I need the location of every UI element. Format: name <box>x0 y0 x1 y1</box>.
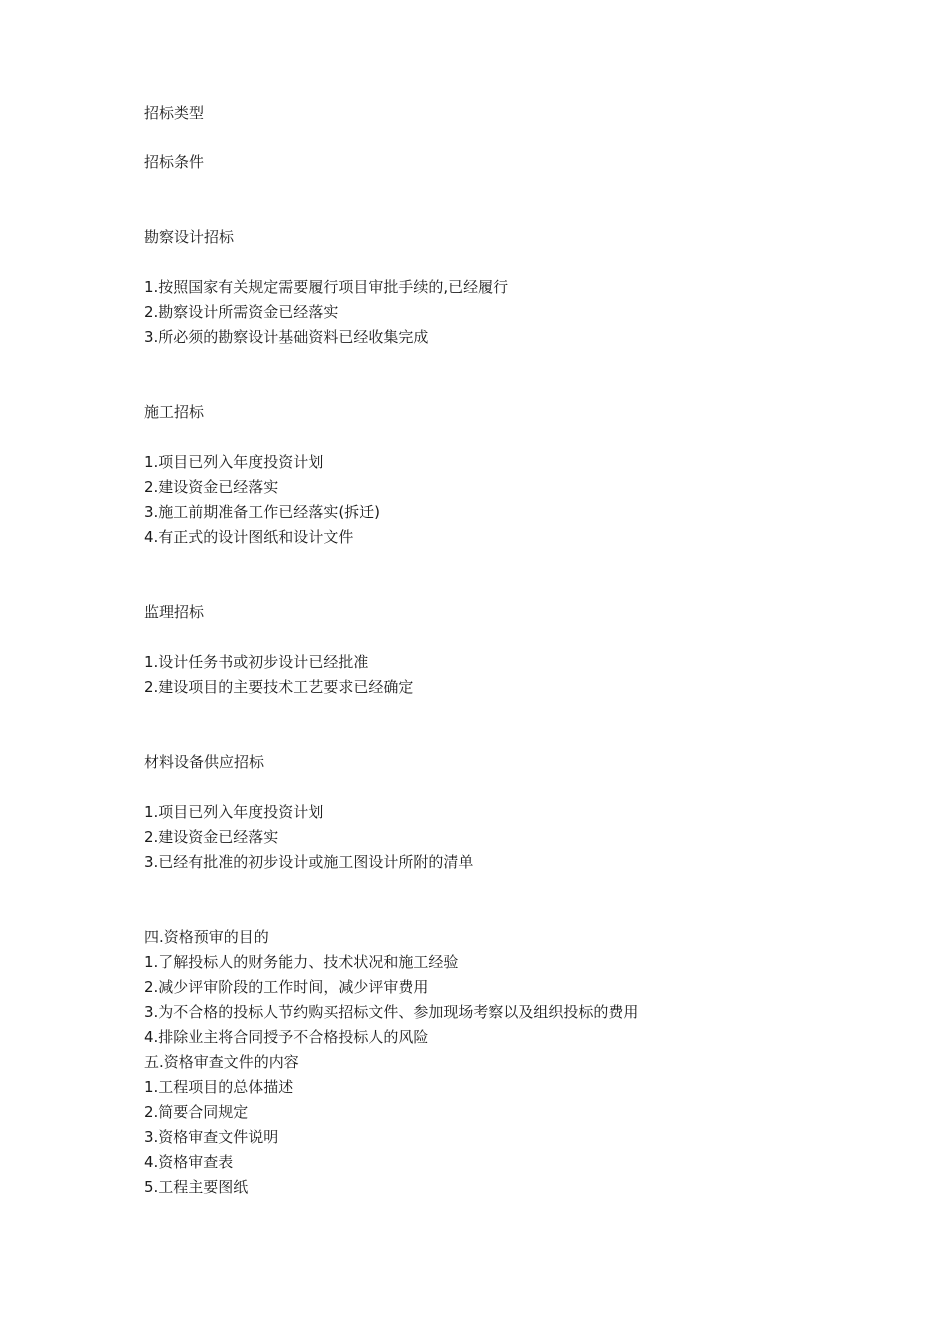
list-item: 3.已经有批准的初步设计或施工图设计所附的清单 <box>144 853 474 871</box>
spacer <box>144 175 844 225</box>
list-item: 2.建设资金已经落实 <box>144 828 279 846</box>
list-item: 1.设计任务书或初步设计已经批准 <box>144 653 369 671</box>
heading-bidding-conditions: 招标条件 <box>144 153 205 171</box>
spacer <box>144 350 844 400</box>
list-item: 3.所必须的勘察设计基础资料已经收集完成 <box>144 328 429 346</box>
list-item: 1.工程项目的总体描述 <box>144 1078 294 1096</box>
list-item: 2.建设项目的主要技术工艺要求已经确定 <box>144 678 414 696</box>
heading-qualification-document-contents: 五.资格审查文件的内容 <box>144 1053 299 1071</box>
list-item: 4.资格审查表 <box>144 1153 234 1171</box>
spacer <box>144 550 844 600</box>
list-item: 2.建设资金已经落实 <box>144 478 279 496</box>
heading-survey-design-bidding: 勘察设计招标 <box>144 228 235 246</box>
list-item: 3.为不合格的投标人节约购买招标文件、参加现场考察以及组织投标的费用 <box>144 1003 639 1021</box>
list-item: 4.排除业主将合同授予不合格投标人的风险 <box>144 1028 429 1046</box>
document-body <box>144 101 844 1200</box>
spacer <box>144 700 844 750</box>
spacer <box>144 775 844 800</box>
list-item: 1.按照国家有关规定需要履行项目审批手续的,已经履行 <box>144 278 509 296</box>
list-item: 3.施工前期准备工作已经落实(拆迁) <box>144 503 381 521</box>
list-item: 2.勘察设计所需资金已经落实 <box>144 303 339 321</box>
list-item: 5.工程主要图纸 <box>144 1178 249 1196</box>
spacer <box>144 126 844 150</box>
spacer <box>144 625 844 650</box>
spacer <box>144 875 844 925</box>
heading-bidding-types: 招标类型 <box>144 104 205 122</box>
heading-material-equipment-bidding: 材料设备供应招标 <box>144 753 265 771</box>
heading-construction-bidding: 施工招标 <box>144 403 205 421</box>
list-item: 3.资格审查文件说明 <box>144 1128 279 1146</box>
list-item: 4.有正式的设计图纸和设计文件 <box>144 528 354 546</box>
heading-prequalification-purpose: 四.资格预审的目的 <box>144 928 269 946</box>
spacer <box>144 250 844 275</box>
spacer <box>144 425 844 450</box>
list-item: 2.减少评审阶段的工作时间，减少评审费用 <box>144 978 429 996</box>
list-item: 1.项目已列入年度投资计划 <box>144 803 324 821</box>
list-item: 1.项目已列入年度投资计划 <box>144 453 324 471</box>
list-item: 1.了解投标人的财务能力、技术状况和施工经验 <box>144 953 459 971</box>
heading-supervision-bidding: 监理招标 <box>144 603 205 621</box>
list-item: 2.简要合同规定 <box>144 1103 249 1121</box>
